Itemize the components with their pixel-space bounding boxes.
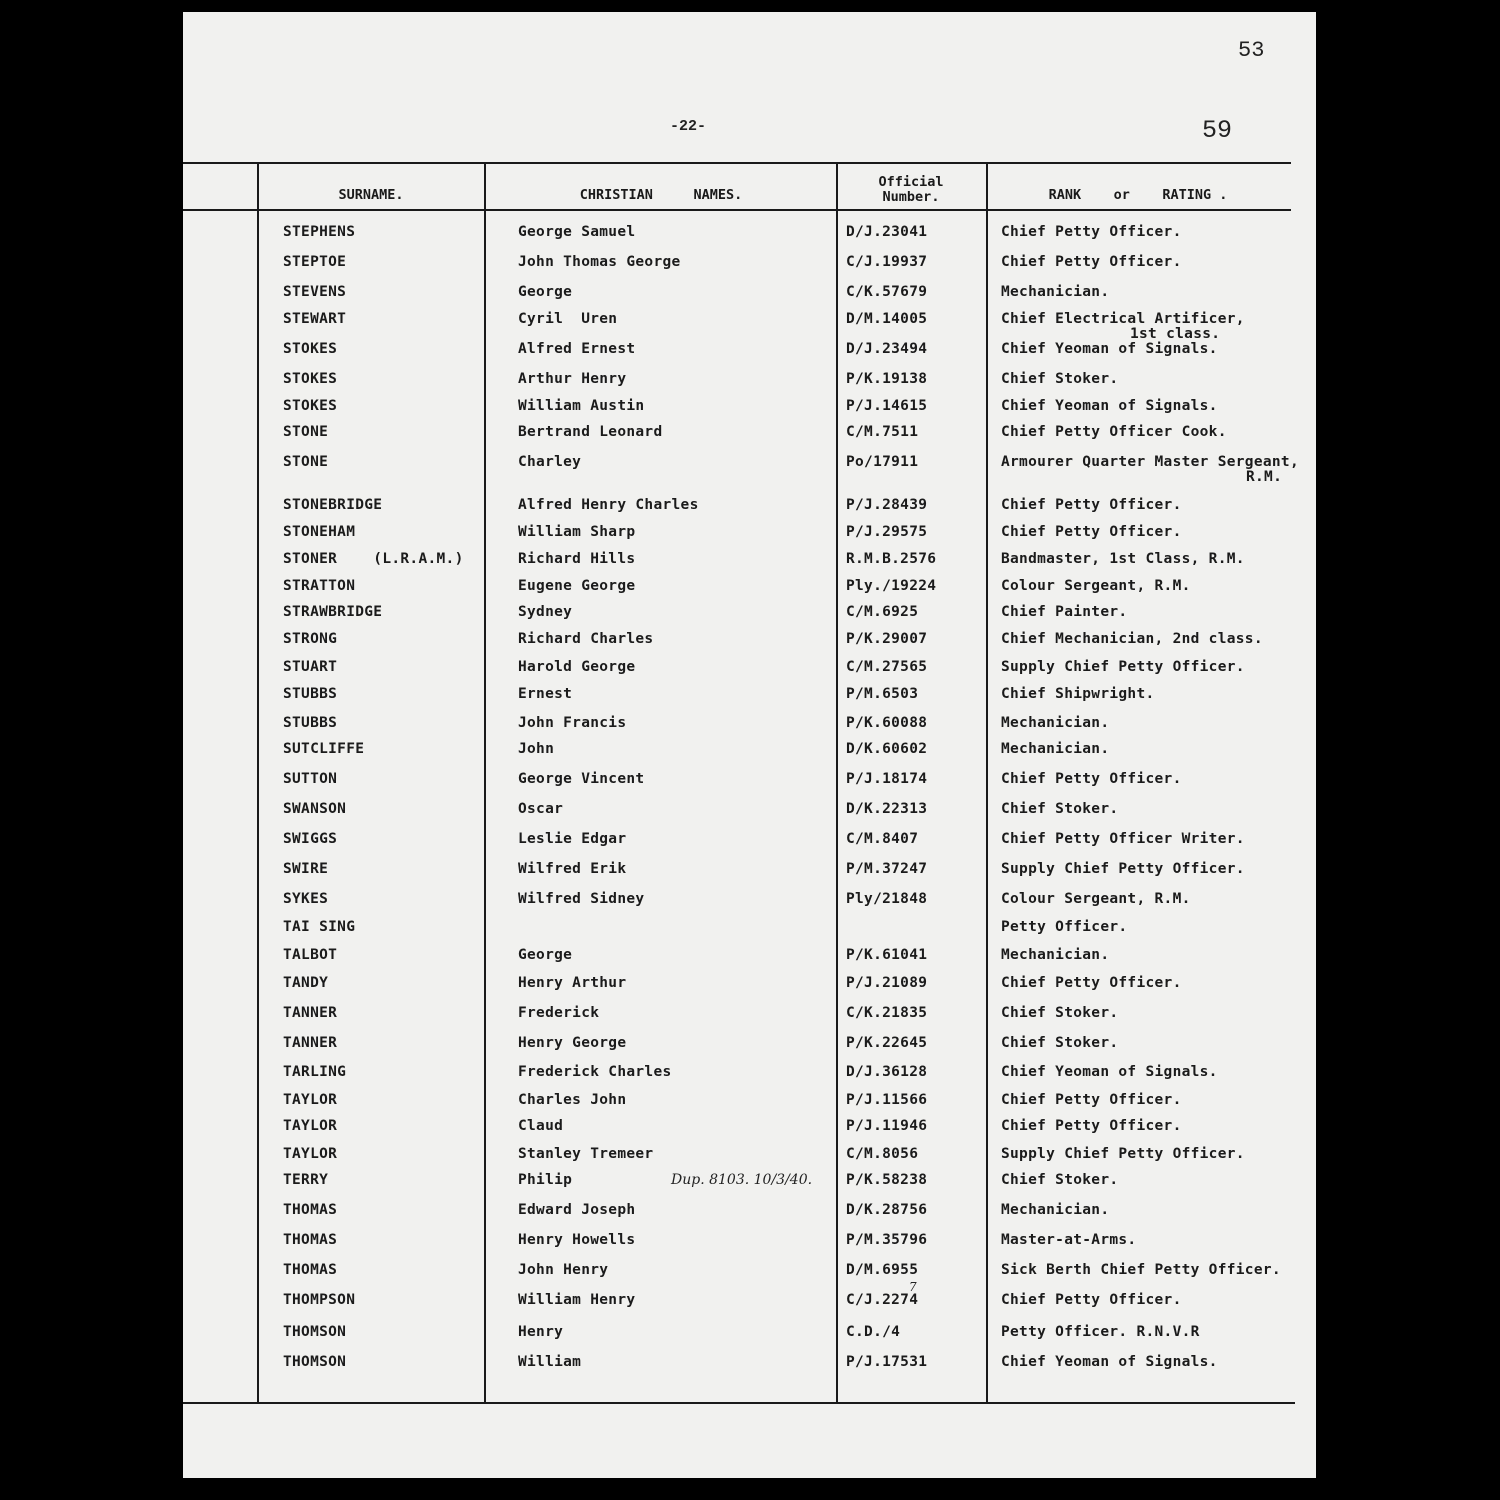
table-row	[183, 831, 1316, 853]
rank-continuation-cell: 1st class.	[1130, 326, 1221, 342]
surname-cell: TAYLOR	[283, 1118, 338, 1134]
rank-cell: Supply Chief Petty Officer.	[1001, 659, 1245, 675]
table-row	[183, 861, 1316, 883]
table-bottom-rule	[183, 1402, 1295, 1404]
rank-cell: Chief Mechanician, 2nd class.	[1001, 631, 1263, 647]
christian-names-cell: George	[518, 284, 573, 300]
christian-names-cell: John Thomas George	[518, 254, 681, 270]
christian-names-cell: Sydney	[518, 604, 573, 620]
table-row	[183, 341, 1316, 363]
rank-cell: Bandmaster, 1st Class, R.M.	[1001, 551, 1245, 567]
surname-cell: TAYLOR	[283, 1092, 338, 1108]
christian-names-cell: Claud	[518, 1118, 564, 1134]
official-number-cell: D/M.6955	[846, 1262, 919, 1278]
rank-cell: Chief Stoker.	[1001, 1035, 1119, 1051]
handwritten-note: Dup. 8103. 10/3/40.	[671, 1172, 813, 1188]
official-number-cell: P/J.11946	[846, 1118, 928, 1134]
surname-cell: THOMAS	[283, 1262, 338, 1278]
christian-names-cell: Harold George	[518, 659, 636, 675]
surname-cell: THOMAS	[283, 1232, 338, 1248]
rank-cell: Chief Petty Officer Writer.	[1001, 831, 1245, 847]
table-row	[183, 311, 1316, 342]
surname-cell: STEVENS	[283, 284, 347, 300]
header-surname: SURNAME.	[338, 187, 404, 203]
official-number-cell: D/K.28756	[846, 1202, 928, 1218]
christian-names-cell: Alfred Henry Charles	[518, 497, 699, 513]
official-number-cell: C/J.19937	[846, 254, 928, 270]
header-christian-names: CHRISTIAN NAMES.	[579, 187, 743, 203]
official-number-cell: P/M.35796	[846, 1232, 928, 1248]
rank-cell: Chief Petty Officer.	[1001, 224, 1182, 240]
surname-cell: STONEHAM	[283, 524, 356, 540]
official-number-cell: P/M.6503	[846, 686, 919, 702]
rank-cell: Chief Petty Officer Cook.	[1001, 424, 1227, 440]
table-row	[183, 631, 1316, 653]
christian-names-cell: Henry	[518, 1324, 564, 1340]
christian-names-cell: Arthur Henry	[518, 371, 627, 387]
official-number-cell: D/M.14005	[846, 311, 928, 327]
christian-names-cell: Leslie Edgar	[518, 831, 627, 847]
table-row	[183, 686, 1316, 708]
surname-cell: TANNER	[283, 1005, 338, 1021]
surname-cell: STUBBS	[283, 686, 338, 702]
table-row	[183, 741, 1316, 763]
table-row	[183, 284, 1316, 306]
rank-cell: Chief Electrical Artificer,	[1001, 311, 1245, 327]
surname-cell: SWIRE	[283, 861, 329, 877]
header-official-number: Official Number.	[878, 174, 944, 205]
rank-cell: Chief Stoker.	[1001, 801, 1119, 817]
table-row	[183, 947, 1316, 969]
header-bottom-rule	[183, 209, 1291, 211]
christian-names-cell: George	[518, 947, 573, 963]
christian-names-cell: Cyril Uren	[518, 311, 618, 327]
surname-cell: TANNER	[283, 1035, 338, 1051]
official-number-cell: C/K.57679	[846, 284, 928, 300]
christian-names-cell: Richard Hills	[518, 551, 636, 567]
table-row	[183, 975, 1316, 997]
official-number-cell: Ply/21848	[846, 891, 928, 907]
rank-cell: Supply Chief Petty Officer.	[1001, 861, 1245, 877]
surname-cell: THOMSON	[283, 1324, 347, 1340]
christian-names-cell: Frederick Charles	[518, 1064, 672, 1080]
official-number-cell: R.M.B.2576	[846, 551, 937, 567]
christian-names-cell: Wilfred Erik	[518, 861, 627, 877]
official-number-cell: D/J.36128	[846, 1064, 928, 1080]
table-row	[183, 1005, 1316, 1027]
official-number-cell: P/K.29007	[846, 631, 928, 647]
official-number-cell: C.D./4	[846, 1324, 901, 1340]
table-row	[183, 224, 1316, 246]
surname-cell: SWANSON	[283, 801, 347, 817]
christian-names-cell: Richard Charles	[518, 631, 654, 647]
official-number-cell: P/K.22645	[846, 1035, 928, 1051]
rank-cell: Colour Sergeant, R.M.	[1001, 578, 1191, 594]
table-row	[183, 771, 1316, 793]
rank-cell: Mechanician.	[1001, 715, 1110, 731]
official-number-cell: D/K.22313	[846, 801, 928, 817]
official-number-cell: P/K.60088	[846, 715, 928, 731]
rank-cell: Chief Shipwright.	[1001, 686, 1155, 702]
official-number-cell: C/K.21835	[846, 1005, 928, 1021]
surname-cell: STEPHENS	[283, 224, 356, 240]
header-rank: RANK or RATING .	[1048, 187, 1228, 203]
christian-names-cell: George Vincent	[518, 771, 645, 787]
rank-cell: Armourer Quarter Master Sergeant,	[1001, 454, 1299, 470]
christian-names-cell: Ernest	[518, 686, 573, 702]
table-row	[183, 424, 1316, 446]
page-number-top: 53	[1238, 38, 1265, 63]
surname-cell: TAYLOR	[283, 1146, 338, 1162]
official-number-cell: C/M.7511	[846, 424, 919, 440]
surname-cell: STOKES	[283, 341, 338, 357]
surname-cell: STRAWBRIDGE	[283, 604, 383, 620]
christian-names-cell: William Sharp	[518, 524, 636, 540]
table-row	[183, 551, 1316, 573]
table-row	[183, 604, 1316, 626]
surname-cell: STONE	[283, 454, 329, 470]
christian-names-cell: Charley	[518, 454, 582, 470]
surname-cell: TALBOT	[283, 947, 338, 963]
table-row	[183, 891, 1316, 913]
rank-cell: Chief Petty Officer.	[1001, 524, 1182, 540]
table-row	[183, 398, 1316, 420]
official-number-cell: P/K.19138	[846, 371, 928, 387]
rank-cell: Chief Petty Officer.	[1001, 1292, 1182, 1308]
official-number-cell: P/M.37247	[846, 861, 928, 877]
rank-cell: Chief Petty Officer.	[1001, 771, 1182, 787]
surname-cell: TAI SING	[283, 919, 356, 935]
official-number-cell: P/K.61041	[846, 947, 928, 963]
christian-names-cell: William	[518, 1354, 582, 1370]
table-row	[183, 254, 1316, 276]
surname-cell: THOMPSON	[283, 1292, 356, 1308]
christian-names-cell: John Francis	[518, 715, 627, 731]
christian-names-cell: Oscar	[518, 801, 564, 817]
surname-cell: THOMAS	[283, 1202, 338, 1218]
rank-continuation-cell: R.M.	[1246, 469, 1283, 485]
rank-cell: Mechanician.	[1001, 1202, 1110, 1218]
rank-cell: Petty Officer.	[1001, 919, 1128, 935]
table-row	[183, 1146, 1316, 1168]
rank-cell: Chief Yeoman of Signals.	[1001, 1354, 1218, 1370]
page-number-center: -22-	[670, 118, 707, 135]
table-row	[183, 1118, 1316, 1140]
surname-cell: STONE	[283, 424, 329, 440]
table-row	[183, 578, 1316, 600]
christian-names-cell: John Henry	[518, 1262, 609, 1278]
table-row	[183, 454, 1316, 485]
handwritten-correction: 7	[909, 1280, 917, 1294]
table-row	[183, 1324, 1316, 1346]
christian-names-cell: Stanley Tremeer	[518, 1146, 654, 1162]
rank-cell: Chief Stoker.	[1001, 1172, 1119, 1188]
table-row	[183, 1292, 1316, 1314]
official-number-cell: Ply./19224	[846, 578, 937, 594]
christian-names-cell: William Austin	[518, 398, 645, 414]
official-number-cell: C/M.8407	[846, 831, 919, 847]
rank-cell: Chief Petty Officer.	[1001, 254, 1182, 270]
surname-cell: TERRY	[283, 1172, 329, 1188]
surname-cell: SUTTON	[283, 771, 338, 787]
christian-names-cell: Henry Howells	[518, 1232, 636, 1248]
surname-cell: STRATTON	[283, 578, 356, 594]
christian-names-cell: George Samuel	[518, 224, 636, 240]
official-number-cell: P/J.14615	[846, 398, 928, 414]
christian-names-cell: Edward Joseph	[518, 1202, 636, 1218]
official-number-cell: Po/17911	[846, 454, 919, 470]
rank-cell: Chief Petty Officer.	[1001, 497, 1182, 513]
table-row	[183, 1262, 1316, 1284]
table-row	[183, 524, 1316, 546]
surname-cell: SUTCLIFFE	[283, 741, 365, 757]
table-top-rule	[183, 162, 1291, 164]
rank-cell: Chief Yeoman of Signals.	[1001, 1064, 1218, 1080]
surname-cell: SWIGGS	[283, 831, 338, 847]
rank-cell: Sick Berth Chief Petty Officer.	[1001, 1262, 1281, 1278]
table-row	[183, 919, 1316, 941]
surname-cell: TANDY	[283, 975, 329, 991]
rank-cell: Chief Petty Officer.	[1001, 1092, 1182, 1108]
table-row	[183, 1035, 1316, 1057]
rank-cell: Chief Stoker.	[1001, 1005, 1119, 1021]
rank-cell: Supply Chief Petty Officer.	[1001, 1146, 1245, 1162]
rank-cell: Chief Petty Officer.	[1001, 1118, 1182, 1134]
table-row	[183, 1092, 1316, 1114]
table-row	[183, 715, 1316, 737]
surname-cell: STUBBS	[283, 715, 338, 731]
table-row	[183, 371, 1316, 393]
official-number-cell: P/J.29575	[846, 524, 928, 540]
surname-cell: STUART	[283, 659, 338, 675]
official-number-cell: P/J.28439	[846, 497, 928, 513]
table-row	[183, 1202, 1316, 1224]
official-number-cell: P/K.58238	[846, 1172, 928, 1188]
official-number-cell: P/J.11566	[846, 1092, 928, 1108]
surname-cell: THOMSON	[283, 1354, 347, 1370]
rank-cell: Chief Petty Officer.	[1001, 975, 1182, 991]
christian-names-cell: Bertrand Leonard	[518, 424, 663, 440]
rank-cell: Mechanician.	[1001, 741, 1110, 757]
official-number-cell: C/J.2274	[846, 1292, 919, 1308]
rank-cell: Chief Yeoman of Signals.	[1001, 341, 1218, 357]
table-row	[183, 659, 1316, 681]
christian-names-cell: Henry Arthur	[518, 975, 627, 991]
christian-names-cell: Wilfred Sidney	[518, 891, 645, 907]
rank-cell: Chief Painter.	[1001, 604, 1128, 620]
surname-cell: STRONG	[283, 631, 338, 647]
official-number-cell: C/M.8056	[846, 1146, 919, 1162]
christian-names-cell: William Henry	[518, 1292, 636, 1308]
official-number-cell: D/J.23041	[846, 224, 928, 240]
rank-cell: Mechanician.	[1001, 284, 1110, 300]
christian-names-cell: Charles John	[518, 1092, 627, 1108]
official-number-cell: P/J.18174	[846, 771, 928, 787]
christian-names-cell: Frederick	[518, 1005, 600, 1021]
table-row	[183, 1064, 1316, 1086]
official-number-cell: C/M.27565	[846, 659, 928, 675]
rank-cell: Chief Yeoman of Signals.	[1001, 398, 1218, 414]
table-row	[183, 801, 1316, 823]
surname-cell: SYKES	[283, 891, 329, 907]
rank-cell: Master-at-Arms.	[1001, 1232, 1137, 1248]
official-number-cell: P/J.17531	[846, 1354, 928, 1370]
official-number-cell: C/M.6925	[846, 604, 919, 620]
official-number-cell: P/J.21089	[846, 975, 928, 991]
official-number-cell: D/K.60602	[846, 741, 928, 757]
rank-cell: Mechanician.	[1001, 947, 1110, 963]
rank-cell: Colour Sergeant, R.M.	[1001, 891, 1191, 907]
rank-cell: Petty Officer. R.N.V.R	[1001, 1324, 1200, 1340]
christian-names-cell: Eugene George	[518, 578, 636, 594]
surname-cell: STONER (L.R.A.M.)	[283, 551, 464, 567]
christian-names-cell: Alfred Ernest	[518, 341, 636, 357]
surname-cell: STOKES	[283, 371, 338, 387]
surname-cell: STOKES	[283, 398, 338, 414]
document-page	[183, 12, 1316, 1478]
official-number-cell: D/J.23494	[846, 341, 928, 357]
table-row	[183, 1354, 1316, 1376]
surname-cell: TARLING	[283, 1064, 347, 1080]
page-number-second: 59	[1202, 116, 1233, 145]
christian-names-cell: John	[518, 741, 555, 757]
surname-cell: STEPTOE	[283, 254, 347, 270]
table-row	[183, 497, 1316, 519]
christian-names-cell: Henry George	[518, 1035, 627, 1051]
surname-cell: STONEBRIDGE	[283, 497, 383, 513]
surname-cell: STEWART	[283, 311, 347, 327]
table-row	[183, 1232, 1316, 1254]
rank-cell: Chief Stoker.	[1001, 371, 1119, 387]
christian-names-cell: Philip	[518, 1172, 573, 1188]
